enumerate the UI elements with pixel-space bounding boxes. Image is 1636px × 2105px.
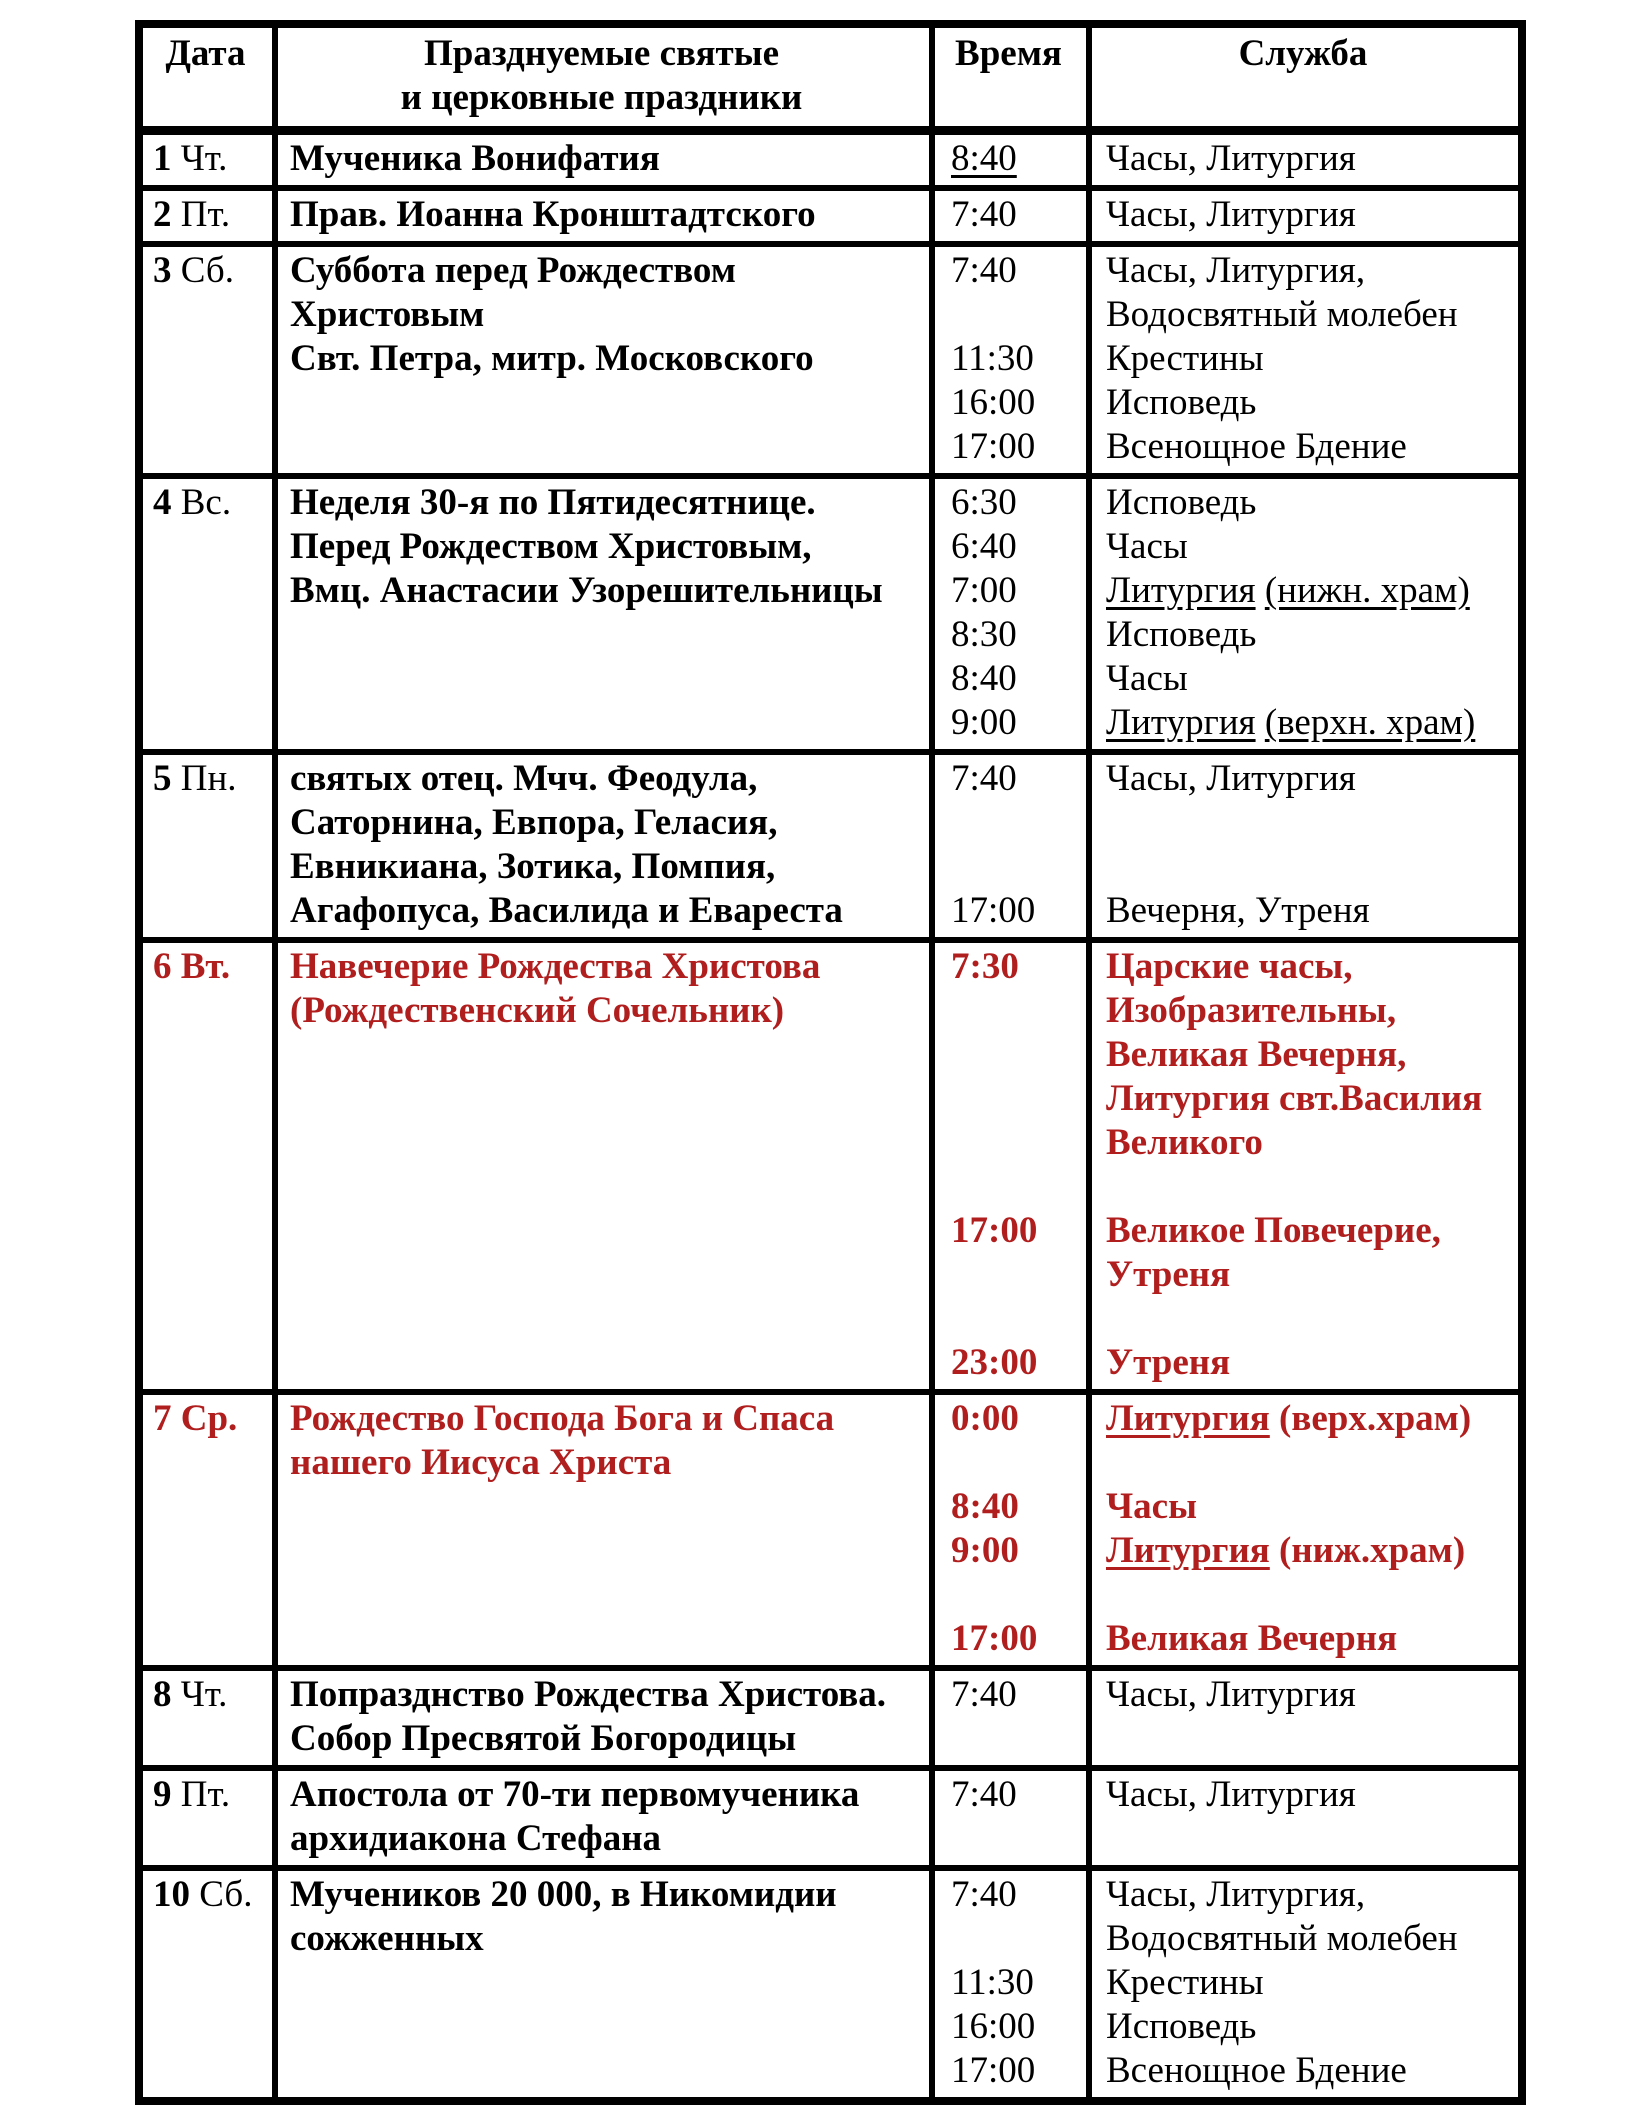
time-cell: 7:40 17:00 <box>932 752 1089 940</box>
date-cell: 2 Пт. <box>139 188 275 244</box>
service-cell: Часы, Литургия <box>1089 1768 1522 1868</box>
table-row-5 <box>139 752 1522 940</box>
time-cell: 7:40 <box>932 1768 1089 1868</box>
table-row-7-feast <box>139 1392 1522 1668</box>
saints-cell: Неделя 30-я по Пятидесятнице. Перед Рождеством Христовым, Вмц. Анастасии Узорешительницы <box>275 476 932 752</box>
service-cell: Царские часы, Изобразительны, Великая Вечерня, Литургия свт.Василия Великого Великое Повечерие, Утреня Утреня <box>1089 940 1522 1392</box>
col-header-saints: Празднуемые святые и церковные праздники <box>275 24 932 131</box>
table-row-4 <box>139 476 1522 752</box>
saints-cell: Рождество Господа Бога и Спаса нашего Иисуса Христа <box>275 1392 932 1668</box>
table-row-10 <box>139 1868 1522 2101</box>
service-cell: Часы, Литургия <box>1089 131 1522 189</box>
schedule-table <box>135 20 1526 2105</box>
col-header-date: Дата <box>139 24 275 131</box>
table-row-3 <box>139 244 1522 476</box>
col-header-service: Служба <box>1089 24 1522 131</box>
time-cell: 7:40 11:30 16:00 17:00 <box>932 1868 1089 2101</box>
col-header-time: Время <box>932 24 1089 131</box>
table-row-9 <box>139 1768 1522 1868</box>
service-cell: Литургия (верх.храм) Часы Литургия (ниж.храм) Великая Вечерня <box>1089 1392 1522 1668</box>
saints-cell: Попразднство Рождества Христова. Собор Пресвятой Богородицы <box>275 1668 932 1768</box>
date-cell: 9 Пт. <box>139 1768 275 1868</box>
saints-cell: святых отец. Мчч. Феодула, Саторнина, Евпора, Геласия, Евникиана, Зотика, Помпия, Агафопуса, Василида и Евареста <box>275 752 932 940</box>
time-cell: 7:30 17:00 23:00 <box>932 940 1089 1392</box>
time-cell: 6:30 6:40 7:00 8:30 8:40 9:00 <box>932 476 1089 752</box>
time-cell: 7:40 11:30 16:00 17:00 <box>932 244 1089 476</box>
time-cell: 0:00 8:40 9:00 17:00 <box>932 1392 1089 1668</box>
table-row-2 <box>139 188 1522 244</box>
service-cell: Часы, Литургия <box>1089 188 1522 244</box>
saints-cell: Апостола от 70-ти первомученика архидиакона Стефана <box>275 1768 932 1868</box>
table-row-8 <box>139 1668 1522 1768</box>
table-row-6-feast <box>139 940 1522 1392</box>
saints-cell: Прав. Иоанна Кронштадтского <box>275 188 932 244</box>
saints-cell: Мученика Вонифатия <box>275 131 932 189</box>
header-row <box>139 24 1522 131</box>
time-cell: 8:40 <box>932 131 1089 189</box>
date-cell: 3 Сб. <box>139 244 275 476</box>
date-cell: 1 Чт. <box>139 131 275 189</box>
service-cell: Часы, Литургия, Водосвятный молебен Крестины Исповедь Всенощное Бдение <box>1089 244 1522 476</box>
date-cell: 8 Чт. <box>139 1668 275 1768</box>
saints-cell: Суббота перед Рождеством Христовым Свт. Петра, митр. Московского <box>275 244 932 476</box>
service-cell: Часы, Литургия, Водосвятный молебен Крестины Исповедь Всенощное Бдение <box>1089 1868 1522 2101</box>
service-cell: Часы, Литургия <box>1089 1668 1522 1768</box>
table-row-1 <box>139 131 1522 189</box>
service-cell: Исповедь Часы Литургия (нижн. храм) Исповедь Часы Литургия (верхн. храм) <box>1089 476 1522 752</box>
date-cell: 6 Вт. <box>139 940 275 1392</box>
date-cell: 7 Ср. <box>139 1392 275 1668</box>
time-cell: 7:40 <box>932 1668 1089 1768</box>
time-cell: 7:40 <box>932 188 1089 244</box>
date-cell: 5 Пн. <box>139 752 275 940</box>
date-cell: 10 Сб. <box>139 1868 275 2101</box>
service-cell: Часы, Литургия Вечерня, Утреня <box>1089 752 1522 940</box>
saints-cell: Навечерие Рождества Христова (Рождественский Сочельник) <box>275 940 932 1392</box>
date-cell: 4 Вс. <box>139 476 275 752</box>
saints-cell: Мучеников 20 000, в Никомидии сожженных <box>275 1868 932 2101</box>
